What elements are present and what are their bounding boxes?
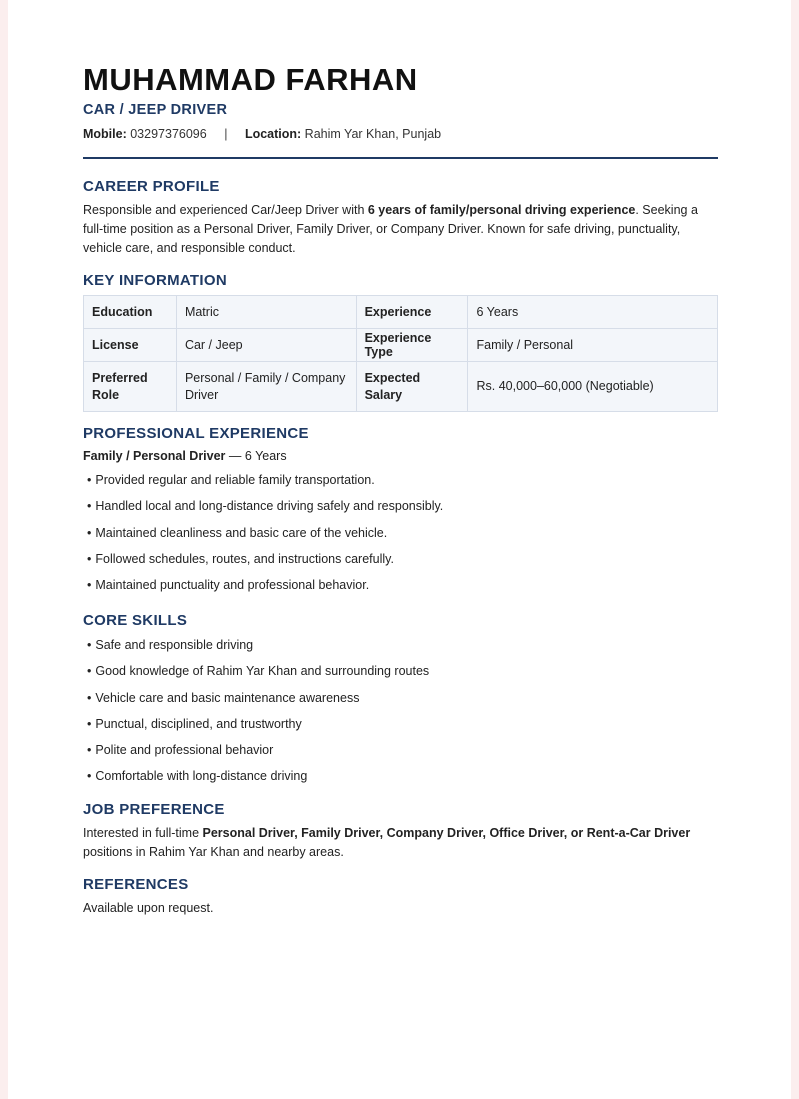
resume-page	[8, 0, 791, 1099]
job-pref-text-part: Interested in full-time	[83, 826, 203, 840]
career-text-bold: 6 years of family/personal driving experience	[367, 203, 636, 217]
table-key: License	[84, 329, 177, 362]
table-value: 6 Years	[468, 296, 718, 329]
table-value: Rs. 40,000–60,000 (Negotiable)	[468, 362, 718, 412]
table-key: Experience Type	[356, 329, 468, 362]
list-item: • Good knowledge of Rahim Yar Khan and surrounding routes	[83, 658, 718, 684]
list-item: • Followed schedules, routes, and instructions carefully.	[83, 546, 718, 572]
candidate-name: MUHAMMAD FARHAN	[83, 62, 418, 97]
table-key: Expected Salary	[356, 362, 468, 412]
table-row	[84, 329, 718, 362]
career-profile-text	[83, 201, 718, 258]
list-item: • Maintained punctuality and professional behavior.	[83, 572, 718, 598]
key-information-section	[83, 272, 718, 412]
mobile-label: Mobile:	[83, 127, 127, 141]
header-divider	[83, 157, 718, 159]
job-preference-text	[83, 824, 718, 862]
references-text: Available upon request.	[83, 901, 214, 915]
table-value: Family / Personal	[468, 329, 718, 362]
core-skills-section	[83, 612, 718, 790]
table-key: Preferred Role	[84, 362, 177, 412]
job-entry-duration: — 6 Years	[225, 449, 287, 463]
location-value: Rahim Yar Khan, Punjab	[304, 127, 442, 141]
references-heading: REFERENCES	[83, 876, 189, 893]
list-item: • Punctual, disciplined, and trustworthy	[83, 711, 718, 737]
career-profile-section	[83, 178, 718, 258]
job-preference-heading: JOB PREFERENCE	[83, 801, 225, 818]
job-pref-text-bold: Personal Driver, Family Driver, Company Driver, Office Driver, or Rent-a-Car Driver	[202, 826, 691, 840]
table-key: Education	[84, 296, 177, 329]
career-text-part: Responsible and experienced Car/Jeep Driver with	[83, 203, 368, 217]
experience-bullet-list	[83, 467, 718, 598]
job-title: CAR / JEEP DRIVER	[83, 102, 228, 118]
table-row	[84, 362, 718, 412]
list-item: • Handled local and long-distance driving safely and responsibly.	[83, 493, 718, 519]
skills-bullet-list	[83, 632, 718, 790]
list-item: • Provided regular and reliable family transportation.	[83, 467, 718, 493]
career-text-part: . Seeking a full-time position as a Personal Driver, Family Driver, or Company Driver. Known for safe driving, punctuality, vehicle care, and responsible conduct.	[83, 203, 698, 255]
list-item: • Safe and responsible driving	[83, 632, 718, 658]
list-item: • Maintained cleanliness and basic care of the vehicle.	[83, 520, 718, 546]
career-profile-heading: CAREER PROFILE	[83, 178, 220, 195]
key-information-heading: KEY INFORMATION	[83, 272, 227, 289]
list-item: • Polite and professional behavior	[83, 737, 718, 763]
experience-section	[83, 425, 718, 598]
contact-separator: |	[224, 127, 228, 141]
table-value: Car / Jeep	[176, 329, 356, 362]
table-value: Personal / Family / Company Driver	[176, 362, 356, 412]
mobile-number: 03297376096	[130, 127, 207, 141]
table-key: Experience	[356, 296, 468, 329]
key-information-table	[83, 295, 718, 412]
list-item: • Comfortable with long-distance driving	[83, 763, 718, 789]
resume-content	[83, 60, 718, 915]
contact-line	[83, 127, 718, 141]
table-row	[84, 296, 718, 329]
list-item: • Vehicle care and basic maintenance awareness	[83, 685, 718, 711]
job-entry-role: Family / Personal Driver	[83, 449, 226, 463]
location-label: Location:	[244, 127, 302, 141]
table-value: Matric	[176, 296, 356, 329]
core-skills-heading: CORE SKILLS	[83, 612, 188, 629]
experience-heading: PROFESSIONAL EXPERIENCE	[83, 425, 309, 442]
job-entry-title	[83, 449, 718, 463]
job-preference-section	[83, 801, 718, 862]
references-section	[83, 876, 718, 918]
job-pref-text-part: positions in Rahim Yar Khan and nearby areas.	[83, 845, 344, 859]
